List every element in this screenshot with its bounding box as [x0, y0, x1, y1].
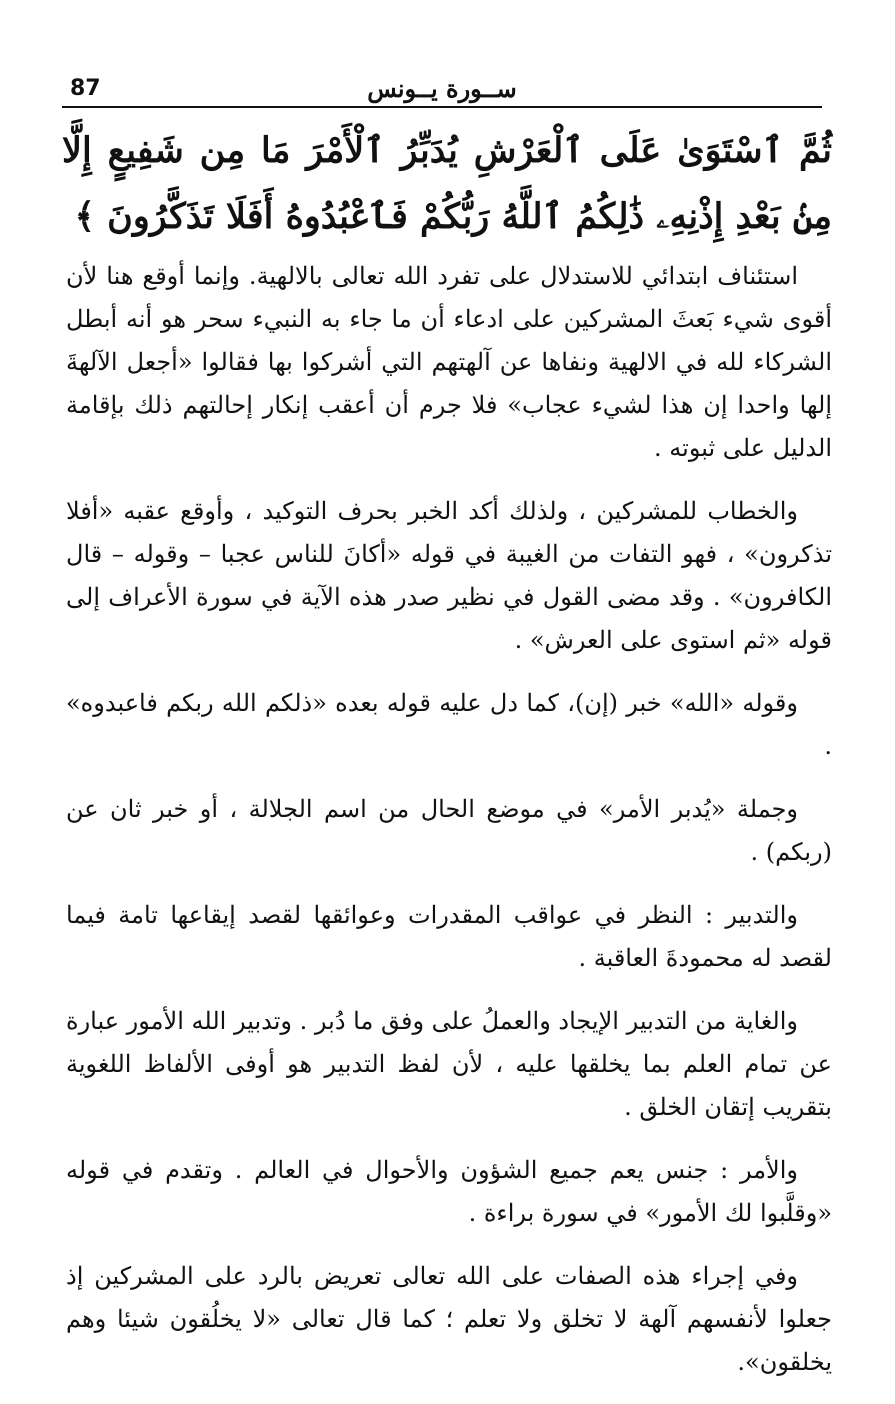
page-number: 87: [70, 76, 101, 101]
quran-verse: ثُمَّ ٱسْتَوَىٰ عَلَى ٱلْعَرْشِ يُدَبِّرُ ٱلْأَمْرَ مَا مِن شَفِيعٍ إِلَّا مِنۢ بَعْدِ إِذْنِهِۦ ذَٰلِكُمُ ٱللَّهُ رَبُّكُمْ فَٱعْبُدُوهُ أَفَلَا تَذَكَّرُونَ ﴾: [62, 130, 832, 237]
commentary: [66, 255, 832, 1404]
paragraph: وجملة «يُدبر الأمر» في موضع الحال من اسم الجلالة ، أو خبر ثان عن (ربكم) .: [66, 795, 832, 866]
running-title: ســورة يــونس: [367, 74, 517, 103]
paragraph: وقوله «الله» خبر (إن)، كما دل عليه قوله بعده «ذلكم الله ربكم فاعبدوه» .: [66, 689, 832, 760]
paragraph: والغاية من التدبير الإيجاد والعملُ على وفق ما دُبر . وتدبير الله الأمور عبارة عن تمام العلم بما يخلقها عليه ، لأن لفظ التدبير هو أوفى الألفاظ اللغوية بتقريب إتقان الخلق .: [66, 1007, 832, 1121]
paragraph: والخطاب للمشركين ، ولذلك أكد الخبر بحرف التوكيد ، وأوقع عقبه «أفلا تذكرون» ، فهو التفات من الغيبة في قوله «أكانَ للناس عجبا – وقوله – قال الكافرون» . وقد مضى القول في نظير صدر هذه الآية في سورة الأعراف إلى قوله «ثم استوى على العرش» .: [66, 497, 832, 654]
paragraph: والتدبير : النظر في عواقب المقدرات وعوائقها لقصد إيقاعها تامة فيما لقصد له محمودةَ العاقبة .: [66, 901, 832, 972]
paragraph: وفي إجراء هذه الصفات على الله تعالى تعريض بالرد على المشركين إذ جعلوا لأنفسهم آلهة لا تخلق ولا تعلم ؛ كما قال تعالى «لا يخلُقون شيئا وهم يخلقون».: [66, 1262, 832, 1376]
paragraph: والأمر : جنس يعم جميع الشؤون والأحوال في العالم . وتقدم في قوله «وقلَّبوا لك الأمور» في سورة براءة .: [66, 1156, 832, 1227]
paragraph: استئناف ابتدائي للاستدلال على تفرد الله تعالى بالالهية. وإنما أوقع هنا لأن أقوى شيء بَعثَ المشركين على ادعاء أن ما جاء به النبيء سحر هو أنه أبطل الشركاء لله في الالهية ونفاها عن آلهتهم التي أشركوا بها فقالوا «أجعل الآلهةَ إلها واحدا إن هذا لشيء عجاب» فلا جرم أن أعقب إنكار إحالتهم ذلك بإقامة الدليل على ثبوته .: [66, 262, 832, 462]
page-header: [62, 72, 822, 108]
